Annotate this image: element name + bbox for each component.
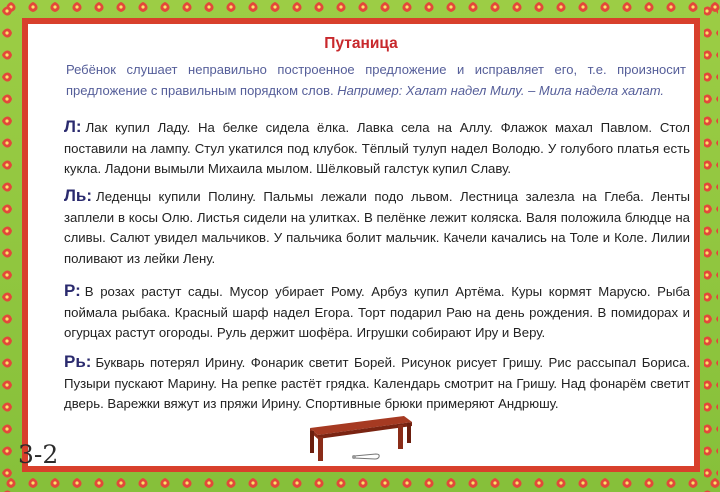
instructions: [66, 60, 686, 101]
bench-icon: [310, 416, 412, 461]
instructions-example: Например: Халат надел Милу. – Мила надела халат.: [337, 82, 664, 98]
section-text: Лак купил Ладу. На белке сидела ёлка. Лавка села на Аллу. Флажок махал Павлом. Стол поставили на лампу. Стул укатился под клубок. Тёплый тулуп надел Володю. У голубого платья есть кукла. Ладони вымыли Михаила мылом. Шёлковый галстук купил Славу.: [64, 120, 690, 177]
section-r-soft: [64, 352, 690, 415]
section-letter: Л:: [64, 117, 82, 136]
section-letter: Ль:: [64, 186, 93, 205]
section-text: Букварь потерял Ирину. Фонарик светит Борей. Рисунок рисует Гришу. Рис рассыпал Бориса. Пузыри пускают Марину. На репке растёт грядка. Календарь смотрит на Гришу. Над фонарём светит дверь. Варежки вяжут из пряжи Ирину. Спортивные брюки примеряют Андрюшу.: [64, 355, 690, 412]
page-number: 3-2: [18, 440, 59, 469]
section-letter: Р:: [64, 281, 81, 300]
section-text: Леденцы купили Полину. Пальмы лежали подо львом. Лестница залезла на Глеба. Ленты заплели в косы Олю. Листья сидели на улитках. В пелёнке лежит коляска. Валя положила блюдце на сливы. Салют увидел мальчиков. У пальчика болит мальчик. Качели качались на Толе и Коле. Лилии поливают из лейки Лену.: [64, 189, 690, 266]
section-l: [64, 117, 690, 180]
section-l-soft: [64, 186, 690, 269]
section-r: [64, 281, 690, 344]
instructions-text: Ребёнок слушает неправильно построенное предложение и исправляет его, т.е. произносит предложение с правильным порядком слов.: [66, 62, 686, 98]
bench-illustration: [296, 410, 426, 466]
safety-pin-icon: [352, 454, 379, 459]
section-letter: Рь:: [64, 352, 92, 371]
section-text: В розах растут сады. Мусор убирает Рому. Арбуз купил Артёма. Куры кормят Марусю. Рыба поймала рыбака. Красный шарф надел Егора. Торт подарил Раю на день рождения. В помидорах и огурцах растут огороды. Руль держит шофёра. Игрушки собирают Иру и Веру.: [64, 284, 690, 341]
page-title: Путаница: [324, 35, 398, 52]
